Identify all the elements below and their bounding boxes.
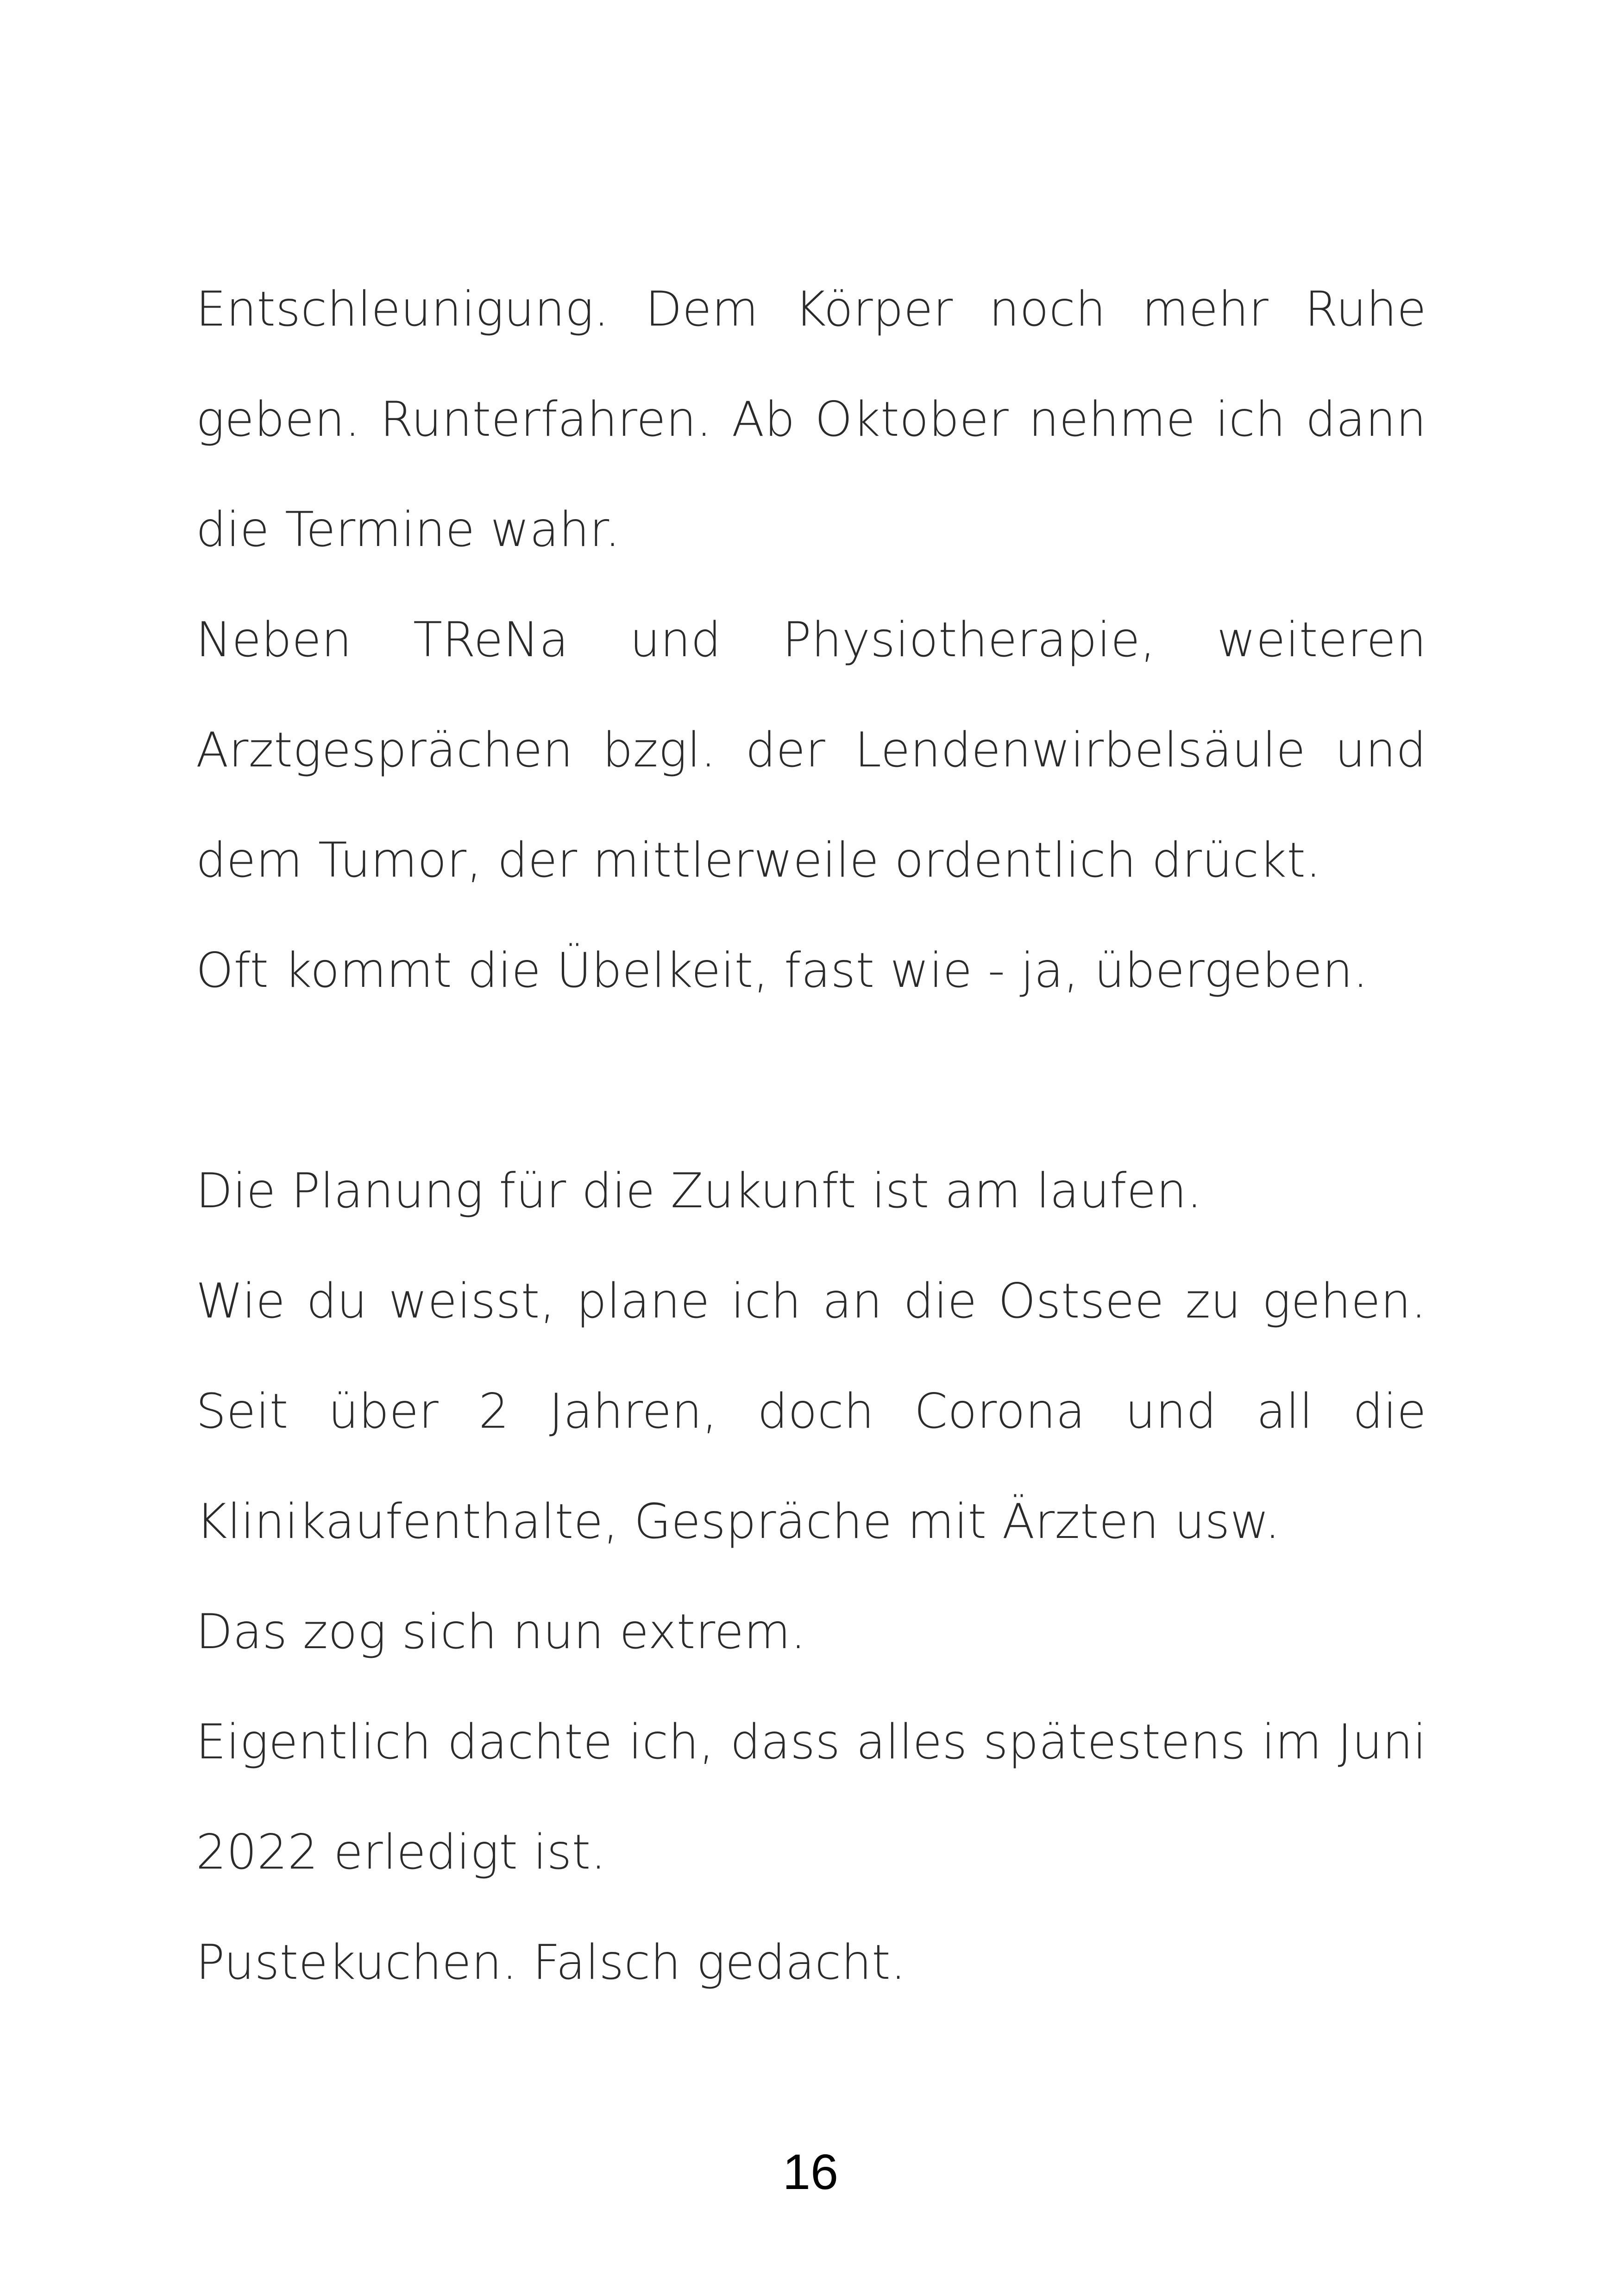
text-line: Wie du weisst, plane ich an die Ostsee zu gehen. [196, 1273, 1426, 1329]
text-line: Klinikaufenthalte, Gespräche mit Ärzten usw. [196, 1494, 1281, 1549]
text-line: Entschleunigung. Dem Körper noch mehr Ruhe [196, 282, 1426, 337]
text-line: Seit über 2 Jahren, doch Corona und all die [196, 1384, 1426, 1439]
text-line: Arztgesprächen bzgl. der Lendenwirbelsäule und [196, 722, 1426, 778]
text-line: Die Planung für die Zukunft ist am laufen. [196, 1163, 1202, 1219]
page-number: 16 [782, 2144, 839, 2200]
text-line: 2022 erledigt ist. [196, 1825, 606, 1880]
text-line: Neben TReNa und Physiotherapie, weiteren [196, 612, 1426, 668]
text-line: Das zog sich nun extrem. [196, 1604, 806, 1660]
text-line: Oft kommt die Übelkeit, fast wie - ja, übergeben. [196, 943, 1369, 998]
text-line: dem Tumor, der mittlerweile ordentlich drückt. [196, 833, 1321, 888]
text-line: Eigentlich dachte ich, dass alles spätestens im Juni [196, 1714, 1426, 1770]
text-line: geben. Runterfahren. Ab Oktober nehme ich dann [196, 392, 1426, 447]
text-line: Pustekuchen. Falsch gedacht. [196, 1935, 906, 1990]
text-line: die Termine wahr. [196, 502, 621, 558]
